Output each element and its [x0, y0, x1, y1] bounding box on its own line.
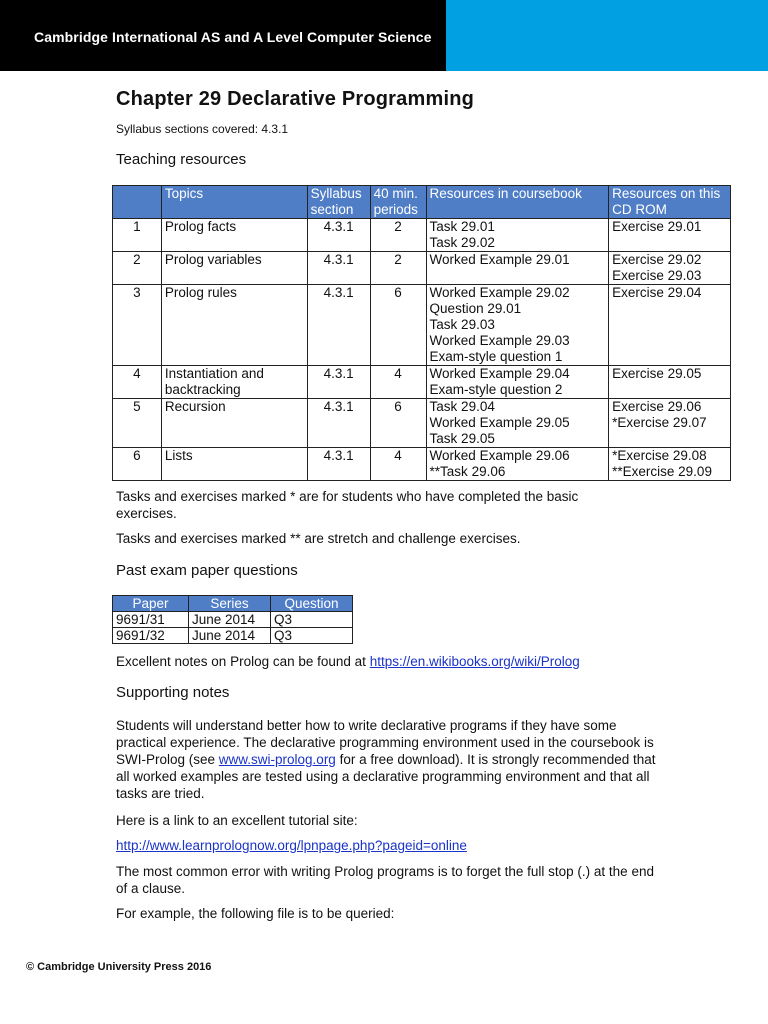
- coursebook-item: Task 29.01: [429, 219, 495, 234]
- cdrom-item: Exercise 29.03: [612, 268, 702, 283]
- cell-section: 4.3.1: [307, 448, 370, 481]
- supporting-notes-heading: Supporting notes: [116, 684, 230, 701]
- cdrom-item: Exercise 29.02: [612, 252, 702, 267]
- teaching-resources-heading: Teaching resources: [116, 151, 247, 168]
- coursebook-item: Worked Example 29.05: [429, 415, 570, 430]
- cell-periods: 6: [370, 399, 426, 448]
- cell-topic: Recursion: [161, 399, 307, 448]
- cell-paper: 9691/32: [113, 628, 189, 644]
- header-cell-question: Question: [271, 596, 353, 612]
- notes-line: [116, 653, 580, 670]
- common-error-paragraph: The most common error with writing Prolog programs is to forget the full stop (.) at the end of a clause.: [116, 864, 654, 896]
- cell-series: June 2014: [189, 612, 271, 628]
- coursebook-item: Worked Example 29.02: [429, 285, 570, 300]
- past-exam-table: [112, 595, 353, 644]
- cell-number: 3: [113, 285, 162, 366]
- coursebook-item: Task 29.04: [429, 399, 495, 414]
- coursebook-item: Task 29.02: [429, 235, 495, 250]
- table-row: [113, 628, 353, 644]
- header-cell-coursebook: Resources in coursebook: [426, 186, 609, 219]
- header-cell-paper: Paper: [113, 596, 189, 612]
- coursebook-item: Exam-style question 2: [429, 382, 563, 397]
- cell-cdrom: [609, 448, 731, 481]
- supporting-text-after: for a free download). It is strongly recommended that all worked examples are tested using a declarative programming environment and that all tasks are tried.: [116, 752, 656, 801]
- cell-cdrom: [609, 219, 731, 252]
- cell-number: 5: [113, 399, 162, 448]
- header-cell-periods: 40 min. periods: [370, 186, 426, 219]
- swi-prolog-link[interactable]: www.swi-prolog.org: [218, 752, 336, 767]
- cell-coursebook: [426, 252, 609, 285]
- note-double-star: Tasks and exercises marked ** are stretch and challenge exercises.: [116, 531, 521, 546]
- cell-section: 4.3.1: [307, 399, 370, 448]
- cell-cdrom: [609, 285, 731, 366]
- table-row: [113, 399, 731, 448]
- cdrom-item: *Exercise 29.08: [612, 448, 707, 463]
- tutorial-link-line: [116, 837, 467, 854]
- cell-periods: 2: [370, 219, 426, 252]
- cell-number: 2: [113, 252, 162, 285]
- cell-number: 1: [113, 219, 162, 252]
- cell-periods: 2: [370, 252, 426, 285]
- supporting-paragraph: [116, 717, 656, 802]
- cell-question: Q3: [271, 612, 353, 628]
- resources-table: [112, 185, 731, 481]
- tutorial-intro: Here is a link to an excellent tutorial site:: [116, 813, 358, 828]
- cell-section: 4.3.1: [307, 252, 370, 285]
- supporting-text-before: Students will understand better how to write declarative programs if they have some practical experience. The declarative programming environment used in the coursebook is SWI-Prolog (see: [116, 718, 654, 767]
- header-cell-topics: Topics: [161, 186, 307, 219]
- cdrom-item: *Exercise 29.07: [612, 415, 707, 430]
- coursebook-item: Exam-style question 1: [429, 349, 563, 364]
- cdrom-item: Exercise 29.01: [612, 219, 702, 234]
- table-row: [113, 366, 731, 399]
- notes-line-text: Excellent notes on Prolog can be found at: [116, 654, 370, 669]
- cell-section: 4.3.1: [307, 285, 370, 366]
- example-line: For example, the following file is to be queried:: [116, 906, 395, 921]
- cdrom-item: Exercise 29.05: [612, 366, 702, 381]
- wikibooks-link[interactable]: https://en.wikibooks.org/wiki/Prolog: [369, 654, 580, 669]
- cell-question: Q3: [271, 628, 353, 644]
- past-table-header: [113, 596, 353, 612]
- cell-coursebook: [426, 285, 609, 366]
- cdrom-item: Exercise 29.06: [612, 399, 702, 414]
- table-row: [113, 285, 731, 366]
- cell-coursebook: [426, 366, 609, 399]
- header-accent-bar: [446, 0, 768, 71]
- cell-topic: Lists: [161, 448, 307, 481]
- header-cell-syllabus: Syllabus section: [307, 186, 370, 219]
- cell-series: June 2014: [189, 628, 271, 644]
- table-row: [113, 219, 731, 252]
- cell-periods: 4: [370, 366, 426, 399]
- cell-coursebook: [426, 219, 609, 252]
- coursebook-item: Worked Example 29.06: [429, 448, 570, 463]
- cdrom-item: **Exercise 29.09: [612, 464, 712, 479]
- cell-section: 4.3.1: [307, 219, 370, 252]
- table-row: [113, 252, 731, 285]
- resources-table-header: [113, 186, 731, 219]
- coursebook-item: Question 29.01: [429, 301, 522, 316]
- cell-periods: 4: [370, 448, 426, 481]
- cell-topic: Prolog variables: [161, 252, 307, 285]
- cdrom-item: Exercise 29.04: [612, 285, 702, 300]
- cell-coursebook: [426, 448, 609, 481]
- cell-cdrom: [609, 366, 731, 399]
- cell-number: 4: [113, 366, 162, 399]
- cell-periods: 6: [370, 285, 426, 366]
- cell-cdrom: [609, 252, 731, 285]
- cell-topic: Prolog facts: [161, 219, 307, 252]
- chapter-title: Chapter 29 Declarative Programming: [116, 88, 475, 110]
- header-cell-number: [113, 186, 162, 219]
- header-cell-cdrom: Resources on this CD ROM: [609, 186, 731, 219]
- coursebook-item: Task 29.05: [429, 431, 495, 446]
- coursebook-item: Task 29.03: [429, 317, 495, 332]
- cell-coursebook: [426, 399, 609, 448]
- coursebook-item: Worked Example 29.03: [429, 333, 570, 348]
- coursebook-item: Worked Example 29.04: [429, 366, 570, 381]
- coursebook-item: **Task 29.06: [429, 464, 506, 479]
- table-row: [113, 448, 731, 481]
- footer-copyright: © Cambridge University Press 2016: [26, 961, 212, 973]
- cell-number: 6: [113, 448, 162, 481]
- cell-paper: 9691/31: [113, 612, 189, 628]
- tutorial-link[interactable]: http://www.learnprolognow.org/lpnpage.php?pageid=online: [116, 838, 467, 853]
- cell-cdrom: [609, 399, 731, 448]
- header-cell-series: Series: [189, 596, 271, 612]
- coursebook-item: Worked Example 29.01: [429, 252, 570, 267]
- past-exam-heading: Past exam paper questions: [116, 562, 298, 579]
- header-title: Cambridge International AS and A Level Computer Science: [34, 29, 432, 45]
- note-single-star: Tasks and exercises marked * are for students who have completed the basic exercises.: [116, 489, 579, 521]
- cell-topic: Instantiation and backtracking: [161, 366, 307, 399]
- cell-section: 4.3.1: [307, 366, 370, 399]
- table-row: [113, 612, 353, 628]
- syllabus-line: Syllabus sections covered: 4.3.1: [116, 122, 289, 136]
- cell-topic: Prolog rules: [161, 285, 307, 366]
